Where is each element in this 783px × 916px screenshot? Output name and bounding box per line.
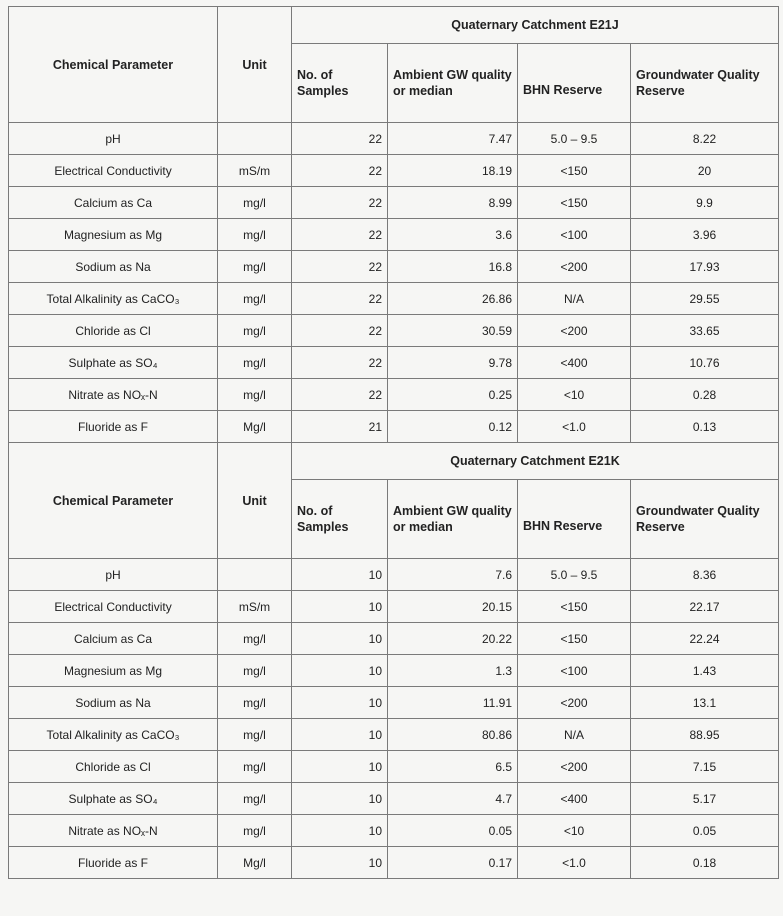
ambient-cell: 26.86 — [388, 283, 518, 315]
samples-cell: 10 — [292, 719, 388, 751]
column-header-bhn: BHN Reserve — [518, 44, 631, 123]
unit-cell: mg/l — [218, 283, 292, 315]
bhn-reserve-cell: <100 — [518, 219, 631, 251]
ambient-cell: 20.22 — [388, 623, 518, 655]
gq-reserve-cell: 8.36 — [631, 559, 779, 591]
unit-cell: mg/l — [218, 655, 292, 687]
table-row — [9, 591, 779, 623]
table-row — [9, 283, 779, 315]
samples-cell: 22 — [292, 379, 388, 411]
samples-cell: 10 — [292, 751, 388, 783]
bhn-reserve-cell: <150 — [518, 623, 631, 655]
bhn-reserve-cell: <200 — [518, 751, 631, 783]
unit-cell — [218, 559, 292, 591]
bhn-reserve-cell: N/A — [518, 283, 631, 315]
table-body — [9, 7, 779, 879]
samples-cell: 22 — [292, 123, 388, 155]
bhn-reserve-cell: 5.0 – 9.5 — [518, 123, 631, 155]
samples-cell: 10 — [292, 687, 388, 719]
bhn-reserve-cell: <400 — [518, 783, 631, 815]
parameter-cell: Fluoride as F — [9, 411, 218, 443]
catchment-header-row — [9, 443, 779, 480]
parameter-cell: Chloride as Cl — [9, 751, 218, 783]
gq-reserve-cell: 0.18 — [631, 847, 779, 879]
table-row — [9, 655, 779, 687]
unit-cell: mg/l — [218, 379, 292, 411]
unit-cell: mg/l — [218, 623, 292, 655]
unit-cell: Mg/l — [218, 847, 292, 879]
unit-cell: mg/l — [218, 687, 292, 719]
table-row — [9, 187, 779, 219]
table-row — [9, 347, 779, 379]
samples-cell: 22 — [292, 251, 388, 283]
table-row — [9, 251, 779, 283]
table-row — [9, 411, 779, 443]
parameter-cell: Sulphate as SO₄ — [9, 783, 218, 815]
unit-cell: mg/l — [218, 783, 292, 815]
ambient-cell: 0.12 — [388, 411, 518, 443]
samples-cell: 22 — [292, 155, 388, 187]
samples-cell: 10 — [292, 591, 388, 623]
bhn-reserve-cell: <1.0 — [518, 847, 631, 879]
ambient-cell: 0.25 — [388, 379, 518, 411]
ambient-cell: 8.99 — [388, 187, 518, 219]
gq-reserve-cell: 0.28 — [631, 379, 779, 411]
parameter-cell: pH — [9, 559, 218, 591]
table-row — [9, 687, 779, 719]
gq-reserve-cell: 22.24 — [631, 623, 779, 655]
table-row — [9, 623, 779, 655]
bhn-reserve-cell: 5.0 – 9.5 — [518, 559, 631, 591]
parameter-cell: pH — [9, 123, 218, 155]
unit-cell: mg/l — [218, 347, 292, 379]
ambient-cell: 3.6 — [388, 219, 518, 251]
parameter-cell: Calcium as Ca — [9, 623, 218, 655]
ambient-cell: 16.8 — [388, 251, 518, 283]
parameter-cell: Electrical Conductivity — [9, 591, 218, 623]
bhn-reserve-cell: <10 — [518, 379, 631, 411]
table-row — [9, 123, 779, 155]
gq-reserve-cell: 0.13 — [631, 411, 779, 443]
gq-reserve-cell: 13.1 — [631, 687, 779, 719]
unit-cell — [218, 123, 292, 155]
gq-reserve-cell: 7.15 — [631, 751, 779, 783]
ambient-cell: 0.17 — [388, 847, 518, 879]
parameter-cell: Sulphate as SO₄ — [9, 347, 218, 379]
samples-cell: 10 — [292, 559, 388, 591]
column-header-samples: No. of Samples — [292, 480, 388, 559]
parameter-cell: Nitrate as NOₓ-N — [9, 379, 218, 411]
column-header-ambient: Ambient GW quality or median — [388, 480, 518, 559]
table-row — [9, 815, 779, 847]
samples-cell: 22 — [292, 315, 388, 347]
parameter-cell: Magnesium as Mg — [9, 219, 218, 251]
unit-cell: mg/l — [218, 751, 292, 783]
ambient-cell: 11.91 — [388, 687, 518, 719]
gq-reserve-cell: 5.17 — [631, 783, 779, 815]
column-header-unit: Unit — [218, 7, 292, 123]
samples-cell: 10 — [292, 847, 388, 879]
ambient-cell: 1.3 — [388, 655, 518, 687]
bhn-reserve-cell: <1.0 — [518, 411, 631, 443]
parameter-cell: Electrical Conductivity — [9, 155, 218, 187]
ambient-cell: 20.15 — [388, 591, 518, 623]
parameter-cell: Fluoride as F — [9, 847, 218, 879]
bhn-reserve-cell: <200 — [518, 315, 631, 347]
samples-cell: 22 — [292, 283, 388, 315]
ambient-cell: 18.19 — [388, 155, 518, 187]
column-header-ambient: Ambient GW quality or median — [388, 44, 518, 123]
unit-cell: Mg/l — [218, 411, 292, 443]
table-row — [9, 379, 779, 411]
parameter-cell: Chloride as Cl — [9, 315, 218, 347]
bhn-reserve-cell: N/A — [518, 719, 631, 751]
table-row — [9, 559, 779, 591]
unit-cell: mg/l — [218, 315, 292, 347]
ambient-cell: 30.59 — [388, 315, 518, 347]
samples-cell: 21 — [292, 411, 388, 443]
bhn-reserve-cell: <150 — [518, 155, 631, 187]
unit-cell: mg/l — [218, 719, 292, 751]
ambient-cell: 9.78 — [388, 347, 518, 379]
ambient-cell: 4.7 — [388, 783, 518, 815]
ambient-cell: 7.6 — [388, 559, 518, 591]
gq-reserve-cell: 33.65 — [631, 315, 779, 347]
bhn-reserve-cell: <100 — [518, 655, 631, 687]
parameter-cell: Sodium as Na — [9, 687, 218, 719]
unit-cell: mg/l — [218, 815, 292, 847]
samples-cell: 10 — [292, 655, 388, 687]
ambient-cell: 80.86 — [388, 719, 518, 751]
unit-cell: mg/l — [218, 251, 292, 283]
unit-cell: mS/m — [218, 591, 292, 623]
parameter-cell: Nitrate as NOₓ-N — [9, 815, 218, 847]
samples-cell: 10 — [292, 815, 388, 847]
catchment-title: Quaternary Catchment E21K — [292, 443, 779, 480]
table-row — [9, 719, 779, 751]
gq-reserve-cell: 8.22 — [631, 123, 779, 155]
column-header-parameter: Chemical Parameter — [9, 7, 218, 123]
gq-reserve-cell: 88.95 — [631, 719, 779, 751]
column-header-samples: No. of Samples — [292, 44, 388, 123]
ambient-cell: 7.47 — [388, 123, 518, 155]
catchment-title: Quaternary Catchment E21J — [292, 7, 779, 44]
samples-cell: 10 — [292, 623, 388, 655]
bhn-reserve-cell: <200 — [518, 687, 631, 719]
column-header-parameter: Chemical Parameter — [9, 443, 218, 559]
ambient-cell: 0.05 — [388, 815, 518, 847]
gq-reserve-cell: 9.9 — [631, 187, 779, 219]
samples-cell: 22 — [292, 187, 388, 219]
samples-cell: 10 — [292, 783, 388, 815]
bhn-reserve-cell: <150 — [518, 187, 631, 219]
table-row — [9, 847, 779, 879]
parameter-cell: Total Alkalinity as CaCO₃ — [9, 719, 218, 751]
ambient-cell: 6.5 — [388, 751, 518, 783]
gq-reserve-cell: 10.76 — [631, 347, 779, 379]
table-row — [9, 751, 779, 783]
parameter-cell: Calcium as Ca — [9, 187, 218, 219]
column-header-gq-reserve: Groundwater Quality Reserve — [631, 480, 779, 559]
gq-reserve-cell: 0.05 — [631, 815, 779, 847]
water-quality-table — [8, 6, 779, 879]
unit-cell: mg/l — [218, 187, 292, 219]
bhn-reserve-cell: <150 — [518, 591, 631, 623]
gq-reserve-cell: 29.55 — [631, 283, 779, 315]
bhn-reserve-cell: <200 — [518, 251, 631, 283]
gq-reserve-cell: 20 — [631, 155, 779, 187]
bhn-reserve-cell: <10 — [518, 815, 631, 847]
parameter-cell: Magnesium as Mg — [9, 655, 218, 687]
catchment-header-row — [9, 7, 779, 44]
table-row — [9, 783, 779, 815]
parameter-cell: Sodium as Na — [9, 251, 218, 283]
table-row — [9, 219, 779, 251]
gq-reserve-cell: 1.43 — [631, 655, 779, 687]
table-row — [9, 315, 779, 347]
column-header-gq-reserve: Groundwater Quality Reserve — [631, 44, 779, 123]
samples-cell: 22 — [292, 219, 388, 251]
table-row — [9, 155, 779, 187]
unit-cell: mg/l — [218, 219, 292, 251]
gq-reserve-cell: 22.17 — [631, 591, 779, 623]
column-header-unit: Unit — [218, 443, 292, 559]
gq-reserve-cell: 3.96 — [631, 219, 779, 251]
samples-cell: 22 — [292, 347, 388, 379]
gq-reserve-cell: 17.93 — [631, 251, 779, 283]
bhn-reserve-cell: <400 — [518, 347, 631, 379]
unit-cell: mS/m — [218, 155, 292, 187]
column-header-bhn: BHN Reserve — [518, 480, 631, 559]
parameter-cell: Total Alkalinity as CaCO₃ — [9, 283, 218, 315]
